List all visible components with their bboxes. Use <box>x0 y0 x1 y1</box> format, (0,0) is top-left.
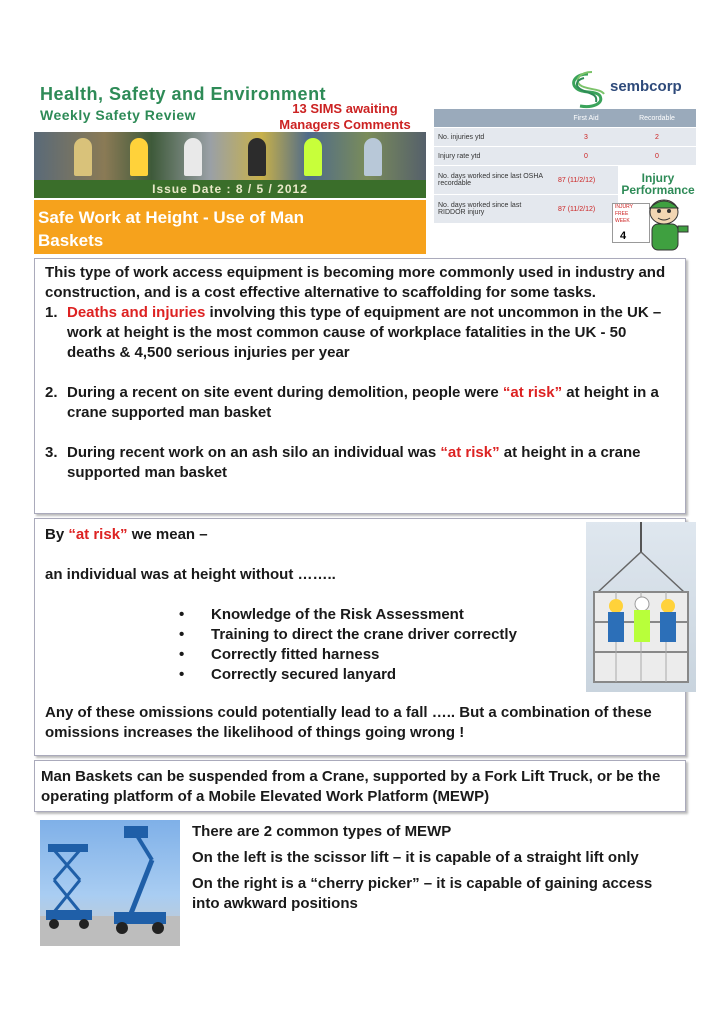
item-number: 1. <box>45 304 58 321</box>
sembcorp-logo-icon <box>566 70 610 110</box>
mewp-left: On the left is the scissor lift – it is capable of a straight lift only <box>192 849 639 866</box>
mewp-right: On the right is a “cherry picker” – it is capable of gaining access into awkward positions <box>192 875 653 912</box>
intro-paragraph: This type of work access equipment is becoming more commonly used in industry and construction, and is a cost effective alternative to scaffolding for some tasks. <box>45 264 666 301</box>
item-text: at height in a crane supported man basket <box>67 444 641 481</box>
row-label: No. days worked since last OSHA recordable <box>434 166 554 194</box>
table-header-row <box>434 109 696 127</box>
highlight-text: “at risk” <box>68 526 128 543</box>
injury-title-line-2: Performance <box>621 183 695 197</box>
row-label: No. injuries ytd <box>434 128 554 146</box>
list-item <box>45 443 675 483</box>
table-header-cell: Recordable <box>618 109 696 127</box>
first-aid-value: 87 (11/2/12) <box>554 166 618 194</box>
injury-title-line-1: Injury <box>641 171 675 185</box>
mewp-section: Man Baskets can be suspended from a Crane, supported by a Fork Lift Truck, or be the operating platform of a Mobile Elevated Work Platform (MEWP) <box>34 760 686 812</box>
item-text: During recent work on an ash silo an individual was <box>67 444 441 461</box>
mewp-types: There are 2 common types of MEWP <box>192 823 452 840</box>
issue-date-bar: Issue Date : 8 / 5 / 2012 <box>34 180 426 198</box>
item-number: 3. <box>45 444 58 461</box>
sign-line-1: INJURY <box>615 204 633 210</box>
list-item: • Knowledge of the Risk Assessment <box>179 606 464 623</box>
injury-free-weeks-count: 4 <box>620 230 627 242</box>
sims-notice <box>270 101 420 133</box>
sign-line-2: FREE <box>615 211 629 217</box>
item-text: at height in a crane supported man basket <box>67 384 659 421</box>
table-row <box>434 128 696 146</box>
item-number: 2. <box>45 384 58 401</box>
first-aid-value: 0 <box>554 147 618 165</box>
headline-line-1: Safe Work at Height - Use of Man <box>38 208 305 227</box>
recordable-value: 2 <box>618 128 696 146</box>
table-row <box>434 147 696 165</box>
mewp-photo <box>40 820 180 946</box>
intro-section <box>34 258 686 514</box>
injury-performance-title <box>618 172 698 196</box>
item-text: involving this type of equipment are not uncommon in the UK – work at height is the most common cause of workplace fatalities in the UK - 50 deaths & 4,500 serious injuries per year <box>67 304 662 361</box>
first-aid-value: 3 <box>554 128 618 146</box>
page-subtitle: Weekly Safety Review <box>40 107 197 123</box>
highlight-text: “at risk” <box>440 444 500 461</box>
at-risk-heading: By “at risk” we mean – <box>45 526 208 543</box>
table-header-cell: First Aid <box>554 109 618 127</box>
list-item <box>45 383 675 423</box>
list-item: • Correctly secured lanyard <box>179 666 397 683</box>
page-title: Health, Safety and Environment <box>40 84 327 104</box>
logo-text: sembcorp <box>610 78 682 95</box>
headline-line-2: Baskets <box>38 231 104 250</box>
closing-paragraph: Any of these omissions could potentially lead to a fall ….. But a combination of these omissions increases the likelihood of things going wrong ! <box>45 704 652 741</box>
sign-line-3: WEEK <box>615 218 630 224</box>
highlight-text: Deaths and injuries <box>67 304 206 321</box>
highlight-text: “at risk” <box>502 384 563 401</box>
list-item: • Correctly fitted harness <box>179 646 380 663</box>
mewp-text <box>192 822 672 914</box>
list-item <box>45 303 675 363</box>
table-header-cell <box>434 109 554 127</box>
at-risk-line: an individual was at height without …….. <box>45 566 336 583</box>
first-aid-value: 87 (11/2/12) <box>554 195 618 223</box>
list-item: • Training to direct the crane driver correctly <box>179 626 517 643</box>
mascot-icon <box>640 196 692 258</box>
row-label: Injury rate ytd <box>434 147 554 165</box>
recordable-value: 0 <box>618 147 696 165</box>
at-risk-bullets <box>45 605 675 685</box>
row-label: No. days worked since last RIDDOR injury <box>434 195 554 223</box>
sims-line-1: 13 SIMS awaiting <box>292 101 398 116</box>
man-basket-photo <box>586 522 696 692</box>
header-photo-strip <box>34 132 426 180</box>
sims-line-2: Managers Comments <box>279 117 411 132</box>
headline-box <box>34 200 426 254</box>
item-text: During a recent on site event during demolition, people were <box>67 384 503 401</box>
